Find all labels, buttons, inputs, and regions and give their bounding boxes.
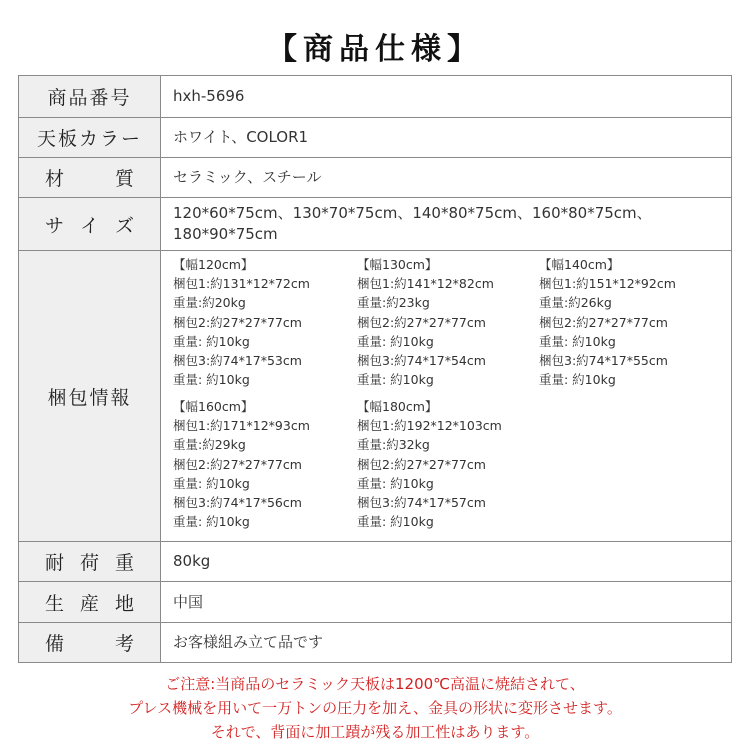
spec-table — [18, 75, 732, 663]
packaging-line: 重量:約29kg — [173, 437, 246, 453]
label-material-char: 材 — [45, 168, 65, 190]
row-top-color — [19, 118, 732, 158]
packaging-line: 梱包3:約74*17*54cm — [357, 353, 486, 369]
label-top-color: 天板カラー — [19, 118, 161, 158]
packaging-line: 重量: 約10kg — [173, 372, 250, 388]
packaging-line: 重量: 約10kg — [357, 333, 434, 349]
row-origin — [19, 582, 732, 623]
packaging-line: 重量:約20kg — [173, 295, 246, 311]
row-remarks — [19, 623, 732, 663]
value-material: セラミック、スチール — [161, 158, 732, 198]
label-load-capacity — [19, 542, 161, 582]
label-material — [19, 158, 161, 198]
packaging-line: 重量: 約10kg — [357, 372, 434, 388]
value-origin: 中国 — [161, 582, 732, 623]
row-material — [19, 158, 732, 198]
notice-line: ご注意:当商品のセラミック天板は1200℃高温に焼結されて、 — [165, 675, 585, 693]
packaging-line: 梱包2:約27*27*77cm — [357, 314, 486, 330]
packaging-line: 【幅140cm】 — [539, 257, 620, 272]
label-size-char: ズ — [114, 214, 134, 237]
packaging-line: 梱包3:約74*17*57cm — [357, 495, 486, 511]
packaging-line: 重量:約32kg — [357, 437, 430, 453]
label-packaging: 梱包情報 — [19, 251, 161, 542]
row-product-number — [19, 76, 732, 118]
label-origin-char: 生 — [45, 592, 65, 615]
value-load-capacity: 80kg — [161, 542, 732, 582]
packaging-line: 梱包1:約151*12*92cm — [539, 276, 676, 292]
page-title: 【商品仕様】 — [267, 32, 483, 67]
label-load-char: 重 — [114, 552, 134, 574]
packaging-line: 重量:約26kg — [539, 295, 612, 311]
label-material-char: 質 — [114, 168, 134, 190]
value-product-number: hxh-5696 — [161, 76, 732, 118]
packaging-line: 梱包2:約27*27*77cm — [173, 456, 302, 472]
row-size — [19, 198, 732, 251]
packaging-line: 重量: 約10kg — [357, 514, 434, 530]
size-line: 120*60*75cm、130*70*75cm、140*80*75cm、160*80*75cm、 — [173, 204, 652, 222]
packaging-line: 【幅180cm】 — [357, 399, 438, 414]
packaging-line: 梱包2:約27*27*77cm — [357, 456, 486, 472]
packaging-line: 重量: 約10kg — [539, 372, 616, 388]
label-load-char: 耐 — [45, 552, 65, 574]
packaging-line: 重量: 約10kg — [173, 333, 250, 349]
value-top-color: ホワイト、COLOR1 — [161, 118, 732, 158]
label-remarks-char: 考 — [114, 633, 134, 655]
label-load-char: 荷 — [79, 552, 99, 574]
packaging-line: 梱包1:約141*12*82cm — [357, 276, 494, 292]
label-size — [19, 198, 161, 251]
notice-line: それで、背面に加工蹟が残る加工性はあります。 — [210, 723, 540, 741]
label-origin — [19, 582, 161, 623]
row-load-capacity — [19, 542, 732, 582]
packaging-line: 梱包3:約74*17*53cm — [173, 353, 302, 369]
label-size-char: サ — [45, 214, 65, 237]
packaging-line: 梱包1:約131*12*72cm — [173, 276, 310, 292]
packaging-line: 【幅160cm】 — [173, 399, 254, 414]
value-size — [161, 198, 732, 251]
label-remarks-char: 備 — [45, 633, 65, 655]
value-remarks: お客様組み立て品です — [161, 623, 732, 663]
packaging-line: 梱包2:約27*27*77cm — [173, 314, 302, 330]
label-origin-char: 産 — [79, 592, 99, 615]
label-size-char: イ — [79, 214, 99, 237]
packaging-line: 重量: 約10kg — [357, 475, 434, 491]
label-remarks — [19, 623, 161, 663]
packaging-line: 梱包3:約74*17*55cm — [539, 353, 668, 369]
size-line: 180*90*75cm — [173, 225, 278, 243]
packaging-line: 梱包1:約171*12*93cm — [173, 418, 310, 434]
row-packaging — [19, 251, 732, 542]
packaging-line: 梱包1:約192*12*103cm — [357, 418, 502, 434]
packaging-line: 重量: 約10kg — [539, 333, 616, 349]
packaging-line: 梱包3:約74*17*56cm — [173, 495, 302, 511]
packaging-line: 重量: 約10kg — [173, 475, 250, 491]
packaging-line: 重量: 約10kg — [173, 514, 250, 530]
packaging-group — [539, 255, 676, 389]
packaging-line: 重量:約23kg — [357, 295, 430, 311]
packaging-group — [173, 255, 310, 389]
packaging-group — [357, 255, 494, 389]
caution-notice — [0, 672, 750, 744]
value-packaging — [161, 251, 732, 542]
packaging-line: 梱包2:約27*27*77cm — [539, 314, 668, 330]
packaging-groups — [161, 251, 731, 541]
packaging-group — [357, 397, 502, 531]
packaging-line: 【幅120cm】 — [173, 257, 254, 272]
notice-line: プレス機械を用いて一万トンの圧力を加え、金具の形状に変形させます。 — [128, 699, 622, 717]
packaging-line: 【幅130cm】 — [357, 257, 438, 272]
label-product-number: 商品番号 — [19, 76, 161, 118]
packaging-group — [173, 397, 310, 531]
label-origin-char: 地 — [114, 592, 134, 615]
